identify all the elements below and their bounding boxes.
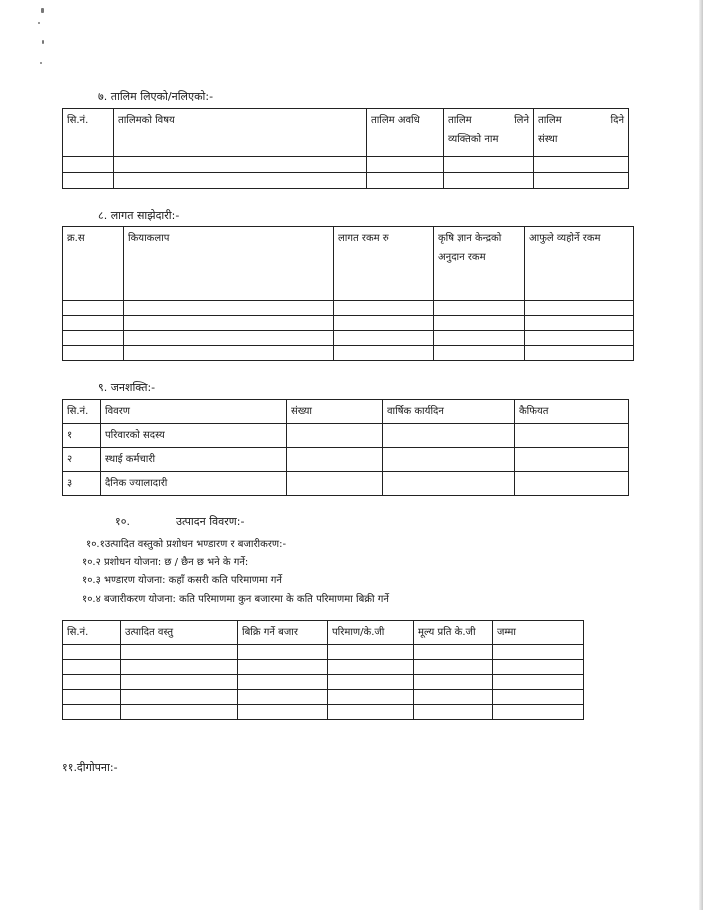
org-label-b: दिने (610, 115, 624, 126)
col-header-remarks: कैफियत (515, 400, 629, 424)
col-header-count: संख्या (287, 400, 383, 424)
col-header-activity: कियाकलाप (124, 227, 334, 301)
table-row (63, 705, 584, 720)
table-row (63, 660, 584, 675)
section-10-heading: उत्पादन विवरण:- (176, 515, 245, 528)
col-header-total: जम्मा (493, 621, 584, 645)
manpower-table (62, 399, 629, 496)
col-header-product: उत्पादित वस्तु (121, 621, 238, 645)
col-header-price: मूल्य प्रति के.जी (414, 621, 493, 645)
col-header-own-contribution: आफुले व्यहोर्ने रकम (525, 227, 634, 301)
section-10-item-4: १०.४ बजारीकरण योजना: कति परिमाणमा कुन बजारमा के कति परिमाणमा बिक्री गर्ने (82, 594, 389, 605)
section-7-heading: ७. तालिम लिएको/नलिएको:- (98, 90, 214, 103)
row-description: दैनिक ज्यालादारी (101, 472, 287, 496)
org-label-line2: संस्था (538, 134, 558, 145)
table-row (63, 331, 634, 346)
table-row (63, 472, 629, 496)
trainee-label-line2: व्यक्तिको नाम (448, 134, 499, 145)
col-header-sn: क्र.स (63, 227, 124, 301)
section-10-item-2: १०.२ प्रशोधन योजना: छ / छैन छ भने के गर्ने: (82, 557, 249, 568)
col-header-trainee (444, 109, 534, 157)
col-header-workdays: वार्षिक कार्यदिन (383, 400, 515, 424)
table-row (63, 316, 634, 331)
page-edge-shadow (699, 0, 703, 910)
trainee-label-a: तालिम (448, 115, 472, 126)
section-9-heading: ९. जनशक्ति:- (98, 381, 156, 394)
table-row (63, 157, 629, 173)
row-sn: १ (63, 424, 101, 448)
table-header-row (63, 400, 629, 424)
col-header-subject: तालिमको विषय (114, 109, 367, 157)
table-header-row (63, 621, 584, 645)
col-header-sn: सि.नं. (63, 621, 121, 645)
trainee-label-b: लिने (514, 115, 529, 126)
scan-speck (38, 22, 40, 24)
table-row (63, 346, 634, 361)
table-row (63, 173, 629, 189)
col-header-duration: तालिम अवधि (367, 109, 444, 157)
section-10-number: १०. (115, 515, 130, 528)
row-sn: ३ (63, 472, 101, 496)
table-row (63, 424, 629, 448)
table-row (63, 675, 584, 690)
section-8-heading: ८. लागत साझेदारी:- (98, 209, 180, 222)
scan-speck (40, 62, 42, 64)
org-label-a: तालिम (538, 115, 562, 126)
row-description: परिवारको सदस्य (101, 424, 287, 448)
scan-speck (41, 8, 44, 13)
section-11-heading: ११.दीगोपना:- (62, 761, 118, 774)
col-header-grant: कृषि ज्ञान केन्द्रको अनुदान रकम (434, 227, 525, 301)
cost-sharing-table (62, 226, 634, 361)
table-header-row (63, 227, 634, 301)
row-sn: २ (63, 448, 101, 472)
row-description: स्थाई कर्मचारी (101, 448, 287, 472)
section-10-item-3: १०.३ भण्डारण योजना: कहाँ कसरी कति परिमाणमा गर्ने (82, 575, 282, 586)
table-header-row (63, 109, 629, 157)
table-row (63, 448, 629, 472)
col-header-sn: सि.नं. (63, 109, 114, 157)
scan-speck (42, 40, 44, 44)
col-header-description: विवरण (101, 400, 287, 424)
col-header-market: बिक्रि गर्ने बजार (238, 621, 328, 645)
table-row (63, 690, 584, 705)
training-table (62, 108, 629, 189)
col-header-cost: लागत रकम रु (334, 227, 434, 301)
section-10-item-1: १०.१उत्पादित वस्तुको प्रशोधन भण्डारण र बजारीकरण:- (86, 539, 287, 550)
col-header-quantity: परिमाण/के.जी (328, 621, 414, 645)
table-row (63, 301, 634, 316)
col-header-sn: सि.नं. (63, 400, 101, 424)
col-header-org (534, 109, 629, 157)
table-row (63, 645, 584, 660)
production-table (62, 620, 584, 720)
